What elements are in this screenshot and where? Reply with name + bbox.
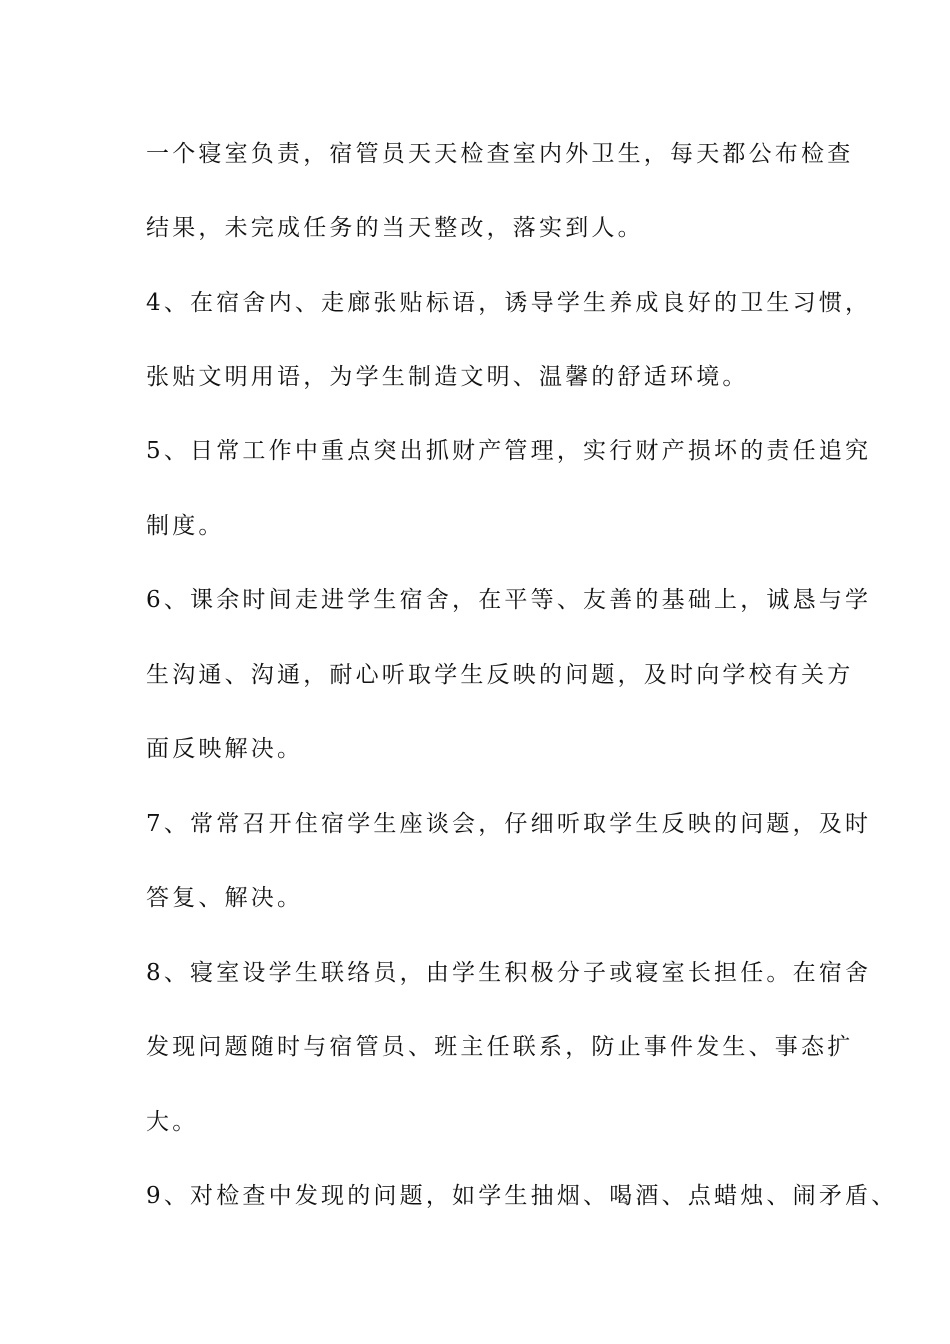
text-line: 答复、解决。 — [146, 885, 304, 911]
text-line: 8、寝室设学生联络员，由学生积极分子或寝室长担任。在宿舍 — [146, 960, 872, 986]
text-line: 生沟通、沟通，耐心听取学生反映的问题，及时向学校有关方 — [146, 662, 854, 688]
text-line: 发现问题随时与宿管员、班主任联系，防止事件发生、事态扩 — [146, 1034, 854, 1060]
text-line: 4、在宿舍内、走廊张贴标语，诱导学生养成良好的卫生习惯， — [146, 290, 872, 316]
text-line: 5、日常工作中重点突出抓财产管理，实行财产损坏的责任追究 — [146, 438, 872, 464]
text-line: 制度。 — [146, 513, 225, 539]
text-line: 大。 — [146, 1109, 199, 1135]
text-line: 面反映解决。 — [146, 736, 304, 762]
text-line: 张贴文明用语，为学生制造文明、温馨的舒适环境。 — [146, 364, 749, 390]
text-line: 9、对检查中发现的问题，如学生抽烟、喝酒、点蜡烛、闹矛盾、 — [146, 1183, 898, 1209]
text-line: 一个寝室负责，宿管员天天检查室内外卫生，每天都公布检查 — [146, 141, 854, 167]
text-line: 6、课余时间走进学生宿舍，在平等、友善的基础上，诚恳与学 — [146, 587, 872, 613]
text-line: 7、常常召开住宿学生座谈会，仔细听取学生反映的问题，及时 — [146, 811, 872, 837]
text-line: 结果，未完成任务的当天整改，落实到人。 — [146, 215, 644, 241]
